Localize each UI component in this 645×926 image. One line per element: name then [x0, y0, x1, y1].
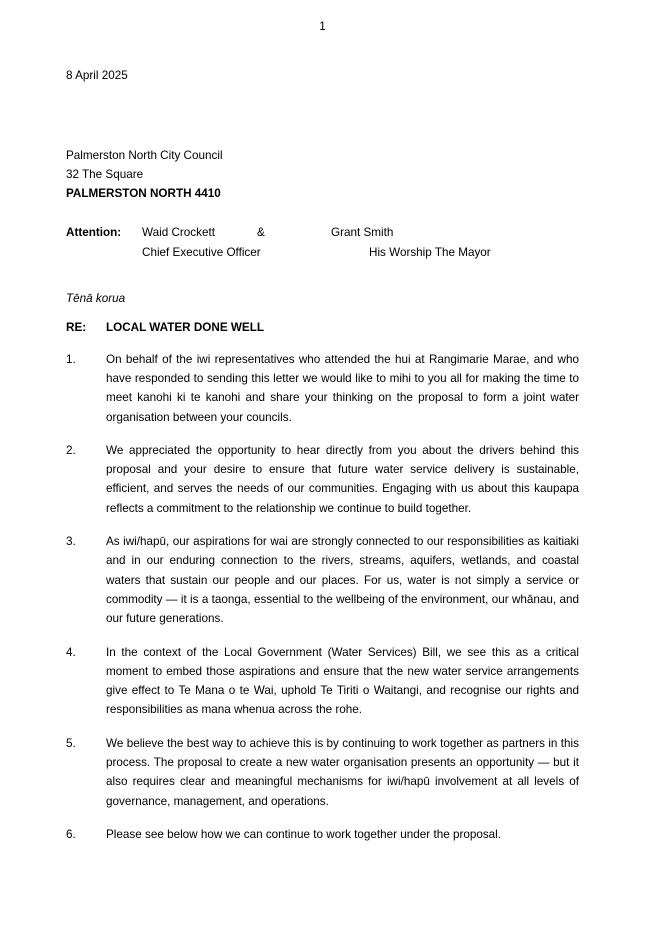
attention-person2-name: Grant Smith — [331, 226, 394, 240]
attention-block — [66, 223, 579, 262]
paragraph-text: In the context of the Local Government (Water Services) Bill, we see this as a critical moment to embed those aspirations and ensure that the new water service arrangements give effect to Te Mana o te Wai, uphold Te Tiriti o Waitangi, and recognise our rights and responsibilities as mana whenua across the rohe. — [106, 645, 579, 717]
attention-person1-title: Chief Executive Officer — [142, 245, 261, 259]
letter-paragraph — [66, 825, 579, 844]
letter-paragraph — [66, 350, 579, 427]
recipient-name: Palmerston North City Council — [66, 148, 223, 162]
subject-text: LOCAL WATER DONE WELL — [106, 321, 264, 335]
attention-person1-name: Waid Crockett — [142, 226, 215, 240]
attention-row-names — [66, 223, 579, 242]
letter-date: 8 April 2025 — [66, 69, 128, 83]
recipient-city: PALMERSTON NORTH 4410 — [66, 187, 221, 201]
paragraph-number: 3. — [66, 535, 76, 549]
salutation: Tēnā korua — [66, 292, 126, 306]
recipient-address — [66, 146, 579, 204]
attention-row-titles — [66, 243, 579, 262]
letter-paragraph — [66, 441, 579, 518]
attention-person2-title: His Worship The Mayor — [369, 245, 491, 259]
attention-ampersand: & — [257, 226, 265, 240]
subject-line — [66, 318, 579, 337]
paragraph-number: 4. — [66, 645, 76, 659]
letter-paragraph — [66, 532, 579, 628]
paragraph-text: As iwi/hapū, our aspirations for wai are strongly connected to our responsibilities as kaitiaki and in our enduring connection to the rivers, streams, aquifers, wetlands, and coastal waters that sustain our people and our places. For us, water is not simply a service or commodity — it is a taonga, essential to the wellbeing of the environment, our whānau, and our future generations. — [106, 535, 579, 626]
paragraph-text: Please see below how we can continue to work together under the proposal. — [106, 827, 502, 841]
paragraph-text: We appreciated the opportunity to hear directly from you about the drivers behind this proposal and your desire to ensure that future water service delivery is sustainable, efficient, and serves the needs of our communities. Engaging with us about this kaupapa reflects a commitment to the relationship we continue to build together. — [106, 443, 579, 515]
subject-label: RE: — [66, 321, 87, 335]
paragraph-number: 2. — [66, 443, 76, 457]
paragraph-number: 5. — [66, 736, 76, 750]
paragraph-number: 1. — [66, 352, 76, 366]
paragraph-text: On behalf of the iwi representatives who attended the hui at Rangimarie Marae, and who have responded to sending this letter we would like to mihi to you all for making the time to meet kanohi ki te kanohi and share your thinking on the proposal to form a joint water organisation between your councils. — [106, 352, 579, 424]
recipient-street: 32 The Square — [66, 167, 144, 181]
paragraph-text: We believe the best way to achieve this is by continuing to work together as partners in this process. The proposal to create a new water organisation presents an opportunity — but it also requires clear and meaningful mechanisms for iwi/hapū involvement at all levels of governance, management, and operations. — [106, 736, 579, 808]
letter-paragraph — [66, 643, 579, 720]
page-number: 1 — [319, 20, 326, 33]
letter-paragraph — [66, 734, 579, 811]
paragraph-number: 6. — [66, 827, 76, 841]
attention-label: Attention: — [66, 226, 122, 240]
